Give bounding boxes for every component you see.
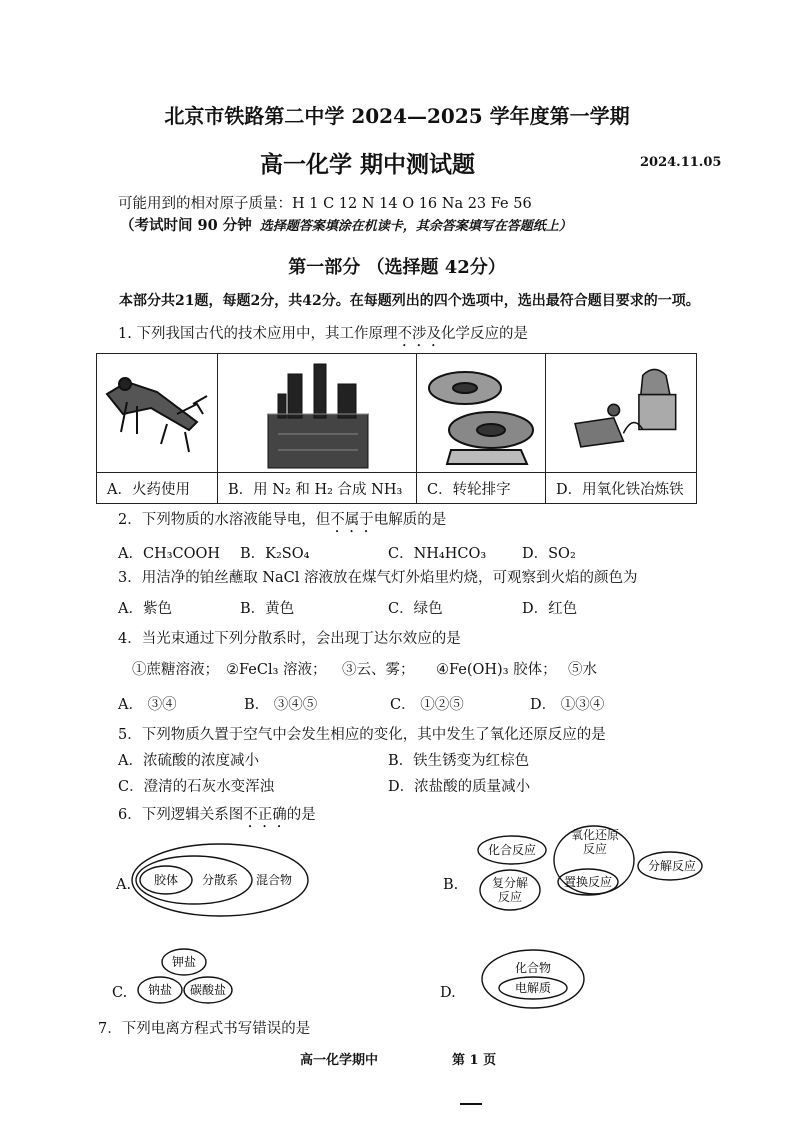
exam-date: 2024.11.05: [640, 155, 722, 170]
q4-item-2: ②FeCl₃ 溶液；: [226, 662, 327, 678]
q2-stem: [118, 508, 446, 536]
q3-option-a[interactable]: A．紫色: [118, 601, 172, 617]
q4-option-d[interactable]: D． ①③④: [530, 697, 605, 713]
q5-option-d[interactable]: D．浓盐酸的质量减小: [388, 779, 531, 795]
q5-option-b[interactable]: B．铁生锈变为红棕色: [388, 753, 530, 769]
q2-stem-emphasis: 不属于: [330, 512, 374, 528]
q1-option-a[interactable]: A．火药使用: [97, 473, 218, 504]
q4-item-3: ③云、雾；: [342, 662, 415, 678]
q6-d-label-compound: 化合物: [514, 961, 552, 975]
q6-stem: [118, 803, 316, 831]
q6-a-label-mixture: 混合物: [255, 873, 293, 887]
q3-stem: 3．用洁净的铂丝蘸取 NaCl 溶液放在煤气灯外焰里灼烧，可观察到火焰的颜色为: [118, 570, 638, 586]
fireworks-figure-icon: [97, 354, 217, 472]
q6-b-label-redox-wrap: [570, 828, 620, 862]
q6-b-label-displacement: 置换反应: [563, 875, 613, 889]
q6-diagram-a: [130, 842, 310, 918]
q6-b-label-combination: 化合反应: [487, 843, 537, 857]
q6-b-label-redox: 氧化还原反应: [570, 828, 619, 856]
part-one-title: 第一部分 （选择题 42分）: [288, 257, 506, 278]
q4-item-1: ①蔗糖溶液；: [132, 662, 219, 678]
q1-stem-tail: 化学反应的是: [440, 326, 528, 342]
q3-option-b[interactable]: B．黄色: [240, 601, 295, 617]
q6-c-label-carbonate: 碳酸盐: [189, 983, 227, 997]
q4-item-5: ⑤水: [568, 662, 597, 678]
q4-option-b[interactable]: B． ③④⑤: [244, 697, 318, 713]
ammonia-plant-icon: [218, 354, 416, 472]
q1-image-a: [97, 354, 218, 473]
q6-a-label-colloid: 胶体: [153, 873, 179, 887]
q2-option-d[interactable]: D．SO₂: [522, 546, 576, 562]
q1-option-table: [96, 353, 697, 504]
q2-stem-tail: 电解质的是: [373, 512, 447, 528]
q4-item-4: ④Fe(OH)₃ 胶体；: [436, 662, 557, 678]
q2-option-a[interactable]: A．CH₃COOH: [118, 546, 221, 562]
footer-subject: 高一化学期中: [300, 1053, 379, 1068]
q6-diagram-b: [476, 822, 706, 928]
q1-image-c: [417, 354, 546, 473]
q5-option-c[interactable]: C．澄清的石灰水变浑浊: [118, 779, 275, 795]
q3-option-d[interactable]: D．红色: [522, 601, 578, 617]
q2-option-c[interactable]: C．NH₄HCO₃: [388, 546, 487, 562]
q6-option-a-letter[interactable]: A.: [116, 877, 132, 893]
footer-page: 第 1 页: [452, 1053, 497, 1068]
q1-option-b[interactable]: B．用 N₂ 和 H₂ 合成 NH₃: [218, 473, 417, 504]
q1-stem: [118, 322, 528, 350]
school-title: 北京市铁路第二中学 2024—2025 学年度第一学期: [164, 104, 630, 128]
q5-stem: 5．下列物质久置于空气中会发生相应的变化，其中发生了氧化还原反应的是: [118, 727, 606, 743]
q6-option-c-letter[interactable]: C.: [112, 985, 128, 1001]
q2-option-b[interactable]: B．K₂SO₄: [240, 546, 310, 562]
subject-title: 高一化学 期中测试题: [260, 151, 476, 178]
q6-d-label-electrolyte: 电解质: [514, 981, 552, 995]
exam-note: 选择题答案填涂在机读卡，其余答案填写在答题纸上）: [259, 219, 572, 234]
q6-stem-text: 6．下列逻辑关系图: [118, 807, 244, 823]
q6-diagram-c: [134, 946, 234, 1010]
q1-option-d[interactable]: D．用氧化铁冶炼铁: [546, 473, 697, 504]
q6-option-b-letter[interactable]: B.: [443, 877, 459, 893]
q6-c-label-sodium: 钠盐: [147, 983, 173, 997]
q6-a-label-dispersion: 分散系: [201, 873, 239, 887]
q1-stem-emphasis: 不涉及: [397, 326, 441, 342]
q1-image-b: [218, 354, 417, 473]
q3-option-c[interactable]: C．绿色: [388, 601, 443, 617]
q6-option-d-letter[interactable]: D.: [440, 985, 456, 1001]
q7-stem: 7．下列电离方程式书写错误的是: [98, 1021, 311, 1037]
exam-time-line: [120, 214, 572, 235]
q6-b-label-double-decomposition: 复分解反应: [491, 876, 528, 904]
rotating-typewheel-icon: [417, 354, 545, 472]
exam-time: （考试时间 90 分钟: [120, 217, 252, 234]
q4-option-c[interactable]: C． ①②⑤: [390, 697, 464, 713]
q6-stem-emphasis: 不正确: [243, 807, 287, 823]
atomic-mass-line: 可能用到的相对原子质量：H 1 C 12 N 14 O 16 Na 23 Fe 56: [118, 196, 532, 212]
q2-stem-text: 2．下列物质的水溶液能导电，但: [118, 512, 331, 528]
q4-stem: 4．当光束通过下列分散系时，会出现丁达尔效应的是: [118, 631, 461, 647]
q6-diagram-d: [480, 948, 586, 1010]
footer-mark: [460, 1103, 482, 1105]
q6-stem-tail: 的是: [286, 807, 316, 823]
q1-image-d: [546, 354, 697, 473]
q6-b-label-double-wrap: [488, 876, 532, 908]
q6-b-label-decomposition: 分解反应: [647, 859, 697, 873]
q1-option-c[interactable]: C．转轮排字: [417, 473, 546, 504]
q1-stem-text: 1. 下列我国古代的技术应用中，其工作原理: [118, 326, 398, 342]
part-one-intro: 本部分共21题，每题2分，共42分。在每题列出的四个选项中，选出最符合题目要求的一项。: [119, 293, 700, 309]
q4-option-a[interactable]: A． ③④: [118, 697, 177, 713]
iron-smelting-icon: [546, 354, 696, 472]
q5-option-a[interactable]: A．浓硫酸的浓度减小: [118, 753, 259, 769]
q6-c-label-potassium: 钾盐: [171, 955, 197, 969]
